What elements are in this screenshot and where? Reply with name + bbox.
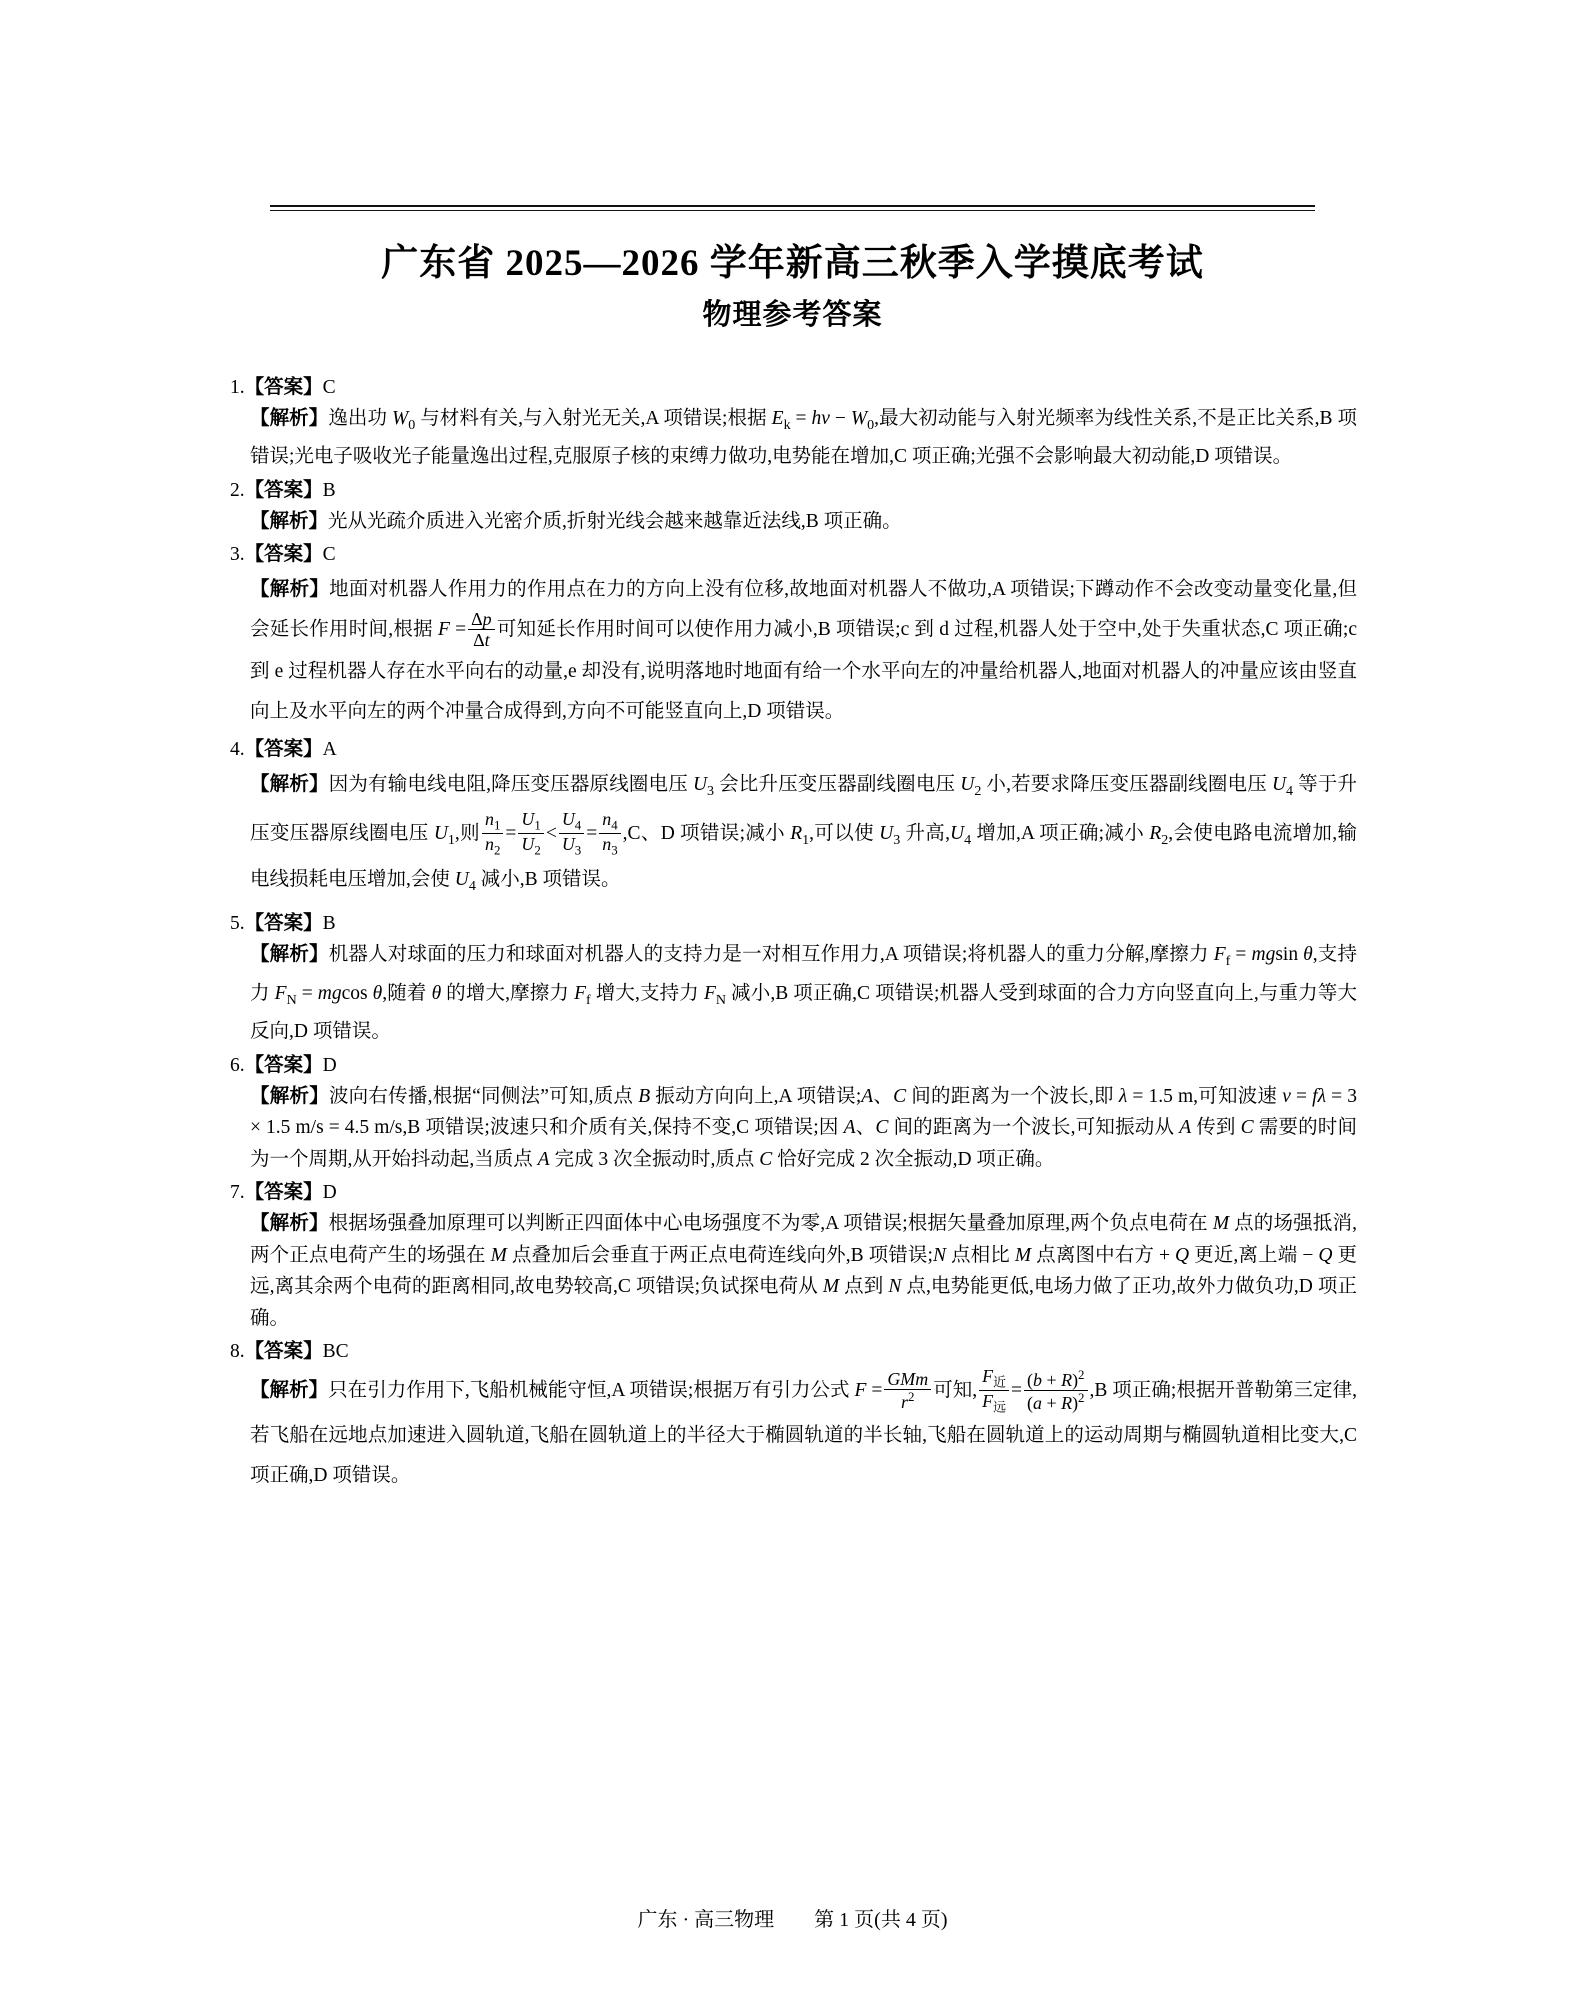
explain-tag-2: 【解析】 bbox=[250, 510, 329, 532]
answer-item-5 bbox=[222, 908, 1357, 1047]
explanation-8: 【解析】只在引力作用下,飞船机械能守恒,A 项错误;根据万有引力公式 F = $\frac{\text{GMm}}{r^2}$ 可知, $\frac{F_近}{F_远}$ = $\frac{(b + R)^2}{(a + R)^2}$ ,B 项正确;根据开普勒第三定律,若飞船在远地点加速进入圆轨道,飞船在圆轨道上的半径大于椭圆轨道的半长轴,飞船在圆轨道上的运动周期与椭圆轨道相比变大,C 项正确,D 项错误。 bbox=[250, 1366, 1357, 1487]
page-subtitle: 物理参考答案 bbox=[702, 299, 883, 331]
answer-tag-7: 【答案】 bbox=[244, 1182, 323, 1204]
item-number-8: 8. bbox=[230, 1341, 245, 1363]
answer-value-5: B bbox=[322, 913, 336, 935]
explain-tag-1: 【解析】 bbox=[250, 408, 329, 429]
explain-tag-8: 【解析】 bbox=[250, 1380, 329, 1402]
answer-item-4 bbox=[222, 734, 1357, 907]
explanation-2: 【解析】光从光疏介质进入光密介质,折射光线会越来越靠近法线,B 项正确。 bbox=[250, 510, 902, 532]
answer-line-5 bbox=[230, 908, 1357, 939]
answer-tag-5: 【答案】 bbox=[244, 913, 323, 935]
answer-value-3: C bbox=[322, 544, 336, 566]
answer-value-7: D bbox=[322, 1182, 337, 1204]
answer-item-1 bbox=[222, 372, 1357, 473]
answer-line-4 bbox=[230, 734, 1357, 765]
answer-value-8: BC bbox=[322, 1341, 349, 1363]
answer-tag-8: 【答案】 bbox=[244, 1341, 323, 1363]
answer-value-1: C bbox=[322, 377, 336, 398]
answer-value-4: A bbox=[322, 738, 337, 760]
answer-line-6 bbox=[230, 1050, 1357, 1081]
answer-tag-6: 【答案】 bbox=[244, 1054, 323, 1076]
page-footer bbox=[270, 1903, 1315, 1932]
explain-tag-5: 【解析】 bbox=[250, 944, 329, 966]
explanation-5: 【解析】机器人对球面的压力和球面对机器人的支持力是一对相互作用力,A 项错误;将机器人的重力分解,摩擦力 $F_f = mgsin$ θ,支持力 $F_N = mgcos$ θ,随着 θ 的增大,摩擦力 $F_f$ 增大,支持力 $F_N$ 减小,B 项正确,C 项错误;机器人受到球面的合力方向竖直向上,与重力等大反向,D 项错误。 bbox=[250, 944, 1357, 1043]
answer-line-8 bbox=[230, 1336, 1357, 1367]
item-number-5: 5. bbox=[230, 913, 245, 935]
answers-list bbox=[222, 372, 1357, 1498]
answer-line-7 bbox=[230, 1177, 1357, 1208]
item-number-6: 6. bbox=[230, 1054, 245, 1076]
answer-value-2: B bbox=[322, 479, 336, 501]
explanation-7: 【解析】根据场强叠加原理可以判断正四面体中心电场强度不为零,A 项错误;根据矢量叠加原理,两个负点电荷在 M 点的场强抵消,两个正点电荷产生的场强在 M 点叠加后会垂直于两正点电荷连线向外,B 项错误;N 点相比 M 点离图中右方 + Q 更近,离上端 − Q 更远,离其余两个电荷的距离相同,故电势较高,C 项错误;负试探电荷从 M 点到 N 点,电势能更低,电场力做了正功,故外力做负功,D 项正确。 bbox=[250, 1213, 1357, 1329]
header-rule bbox=[270, 205, 1315, 211]
explanation-3: 【解析】地面对机器人作用力的作用点在力的方向上没有位移,故地面对机器人不做功,A 项错误;下蹲动作不会改变动量变化量,但会延长作用时间,根据 F = $\frac{\Delta p}{\Delta t}$ 可知延长作用时间可以使作用力减小,B 项错误;c 到 d 过程,机器人处于空中,处于失重状态,C 项正确;c 到 e 过程机器人存在水平向右的动量,e 却没有,说明落地时地面有给一个水平向左的冲量给机器人,地面对机器人的冲量应该由竖直向上及水平向左的两个冲量合成得到,方向不可能竖直向上,D 项错误。 bbox=[250, 579, 1357, 722]
explanation-6: 【解析】波向右传播,根据“同侧法”可知,质点 B 振动方向向上,A 项错误;A、C 间的距离为一个波长,即 λ = 1.5 m,可知波速 v = fλ = 3 × 1.5 m/s = 4.5 m/s,B 项错误;波速只和介质有关,保持不变,C 项错误;因 A、C 间的距离为一个波长,可知振动从 A 传到 C 需要的时间为一个周期,从开始抖动起,当质点 A 完成 3 次全振动时,质点 C 恰好完成 2 次全振动,D 项正确。 bbox=[250, 1085, 1357, 1170]
item-number-2: 2. bbox=[230, 479, 245, 501]
answer-line-2 bbox=[230, 475, 1357, 506]
item-number-3: 3. bbox=[230, 544, 245, 566]
item-number-1: 1. bbox=[230, 377, 245, 398]
explanation-4: 【解析】因为有输电线电阻,降压变压器原线圈电压 $U_3$ 会比升压变压器副线圈电压 $U_2$ 小,若要求降压变压器副线圈电压 $U_4$ 等于升压变压器原线圈电压 $U_1$,则 $\frac{n_1}{n_2}$ = $\frac{U_1}{U_2}$ < $\frac{U_4}{U_3}$ = $\frac{n_4}{n_3}$ ,C、D 项错误;减小 $R_1$,可以使 $U_3$ 升高$,U_4$ 增加,A 项正确;减小 $R_2$,会使电路电流增加,输电线损耗电压增加,会使 $U_4$ 减小,B 项错误。 bbox=[250, 773, 1357, 895]
explain-tag-6: 【解析】 bbox=[250, 1085, 329, 1107]
explain-tag-3: 【解析】 bbox=[250, 579, 330, 601]
explain-tag-4: 【解析】 bbox=[250, 773, 329, 795]
answer-tag-1: 【答案】 bbox=[244, 377, 323, 398]
explain-tag-7: 【解析】 bbox=[250, 1213, 329, 1235]
answer-tag-3: 【答案】 bbox=[244, 544, 323, 566]
answer-item-7 bbox=[222, 1177, 1357, 1334]
item-number-7: 7. bbox=[230, 1182, 245, 1204]
answer-line-3 bbox=[230, 539, 1357, 570]
answer-tag-2: 【答案】 bbox=[244, 479, 323, 501]
answer-tag-4: 【答案】 bbox=[244, 738, 323, 760]
footer-left: 广东 · 高三物理 bbox=[637, 1909, 775, 1931]
item-number-4: 4. bbox=[230, 738, 245, 760]
answer-item-2 bbox=[222, 475, 1357, 538]
page-title: 广东省 2025—2026 学年新高三秋季入学摸底考试 bbox=[381, 243, 1204, 284]
answer-item-3 bbox=[222, 539, 1357, 731]
answer-item-8 bbox=[222, 1336, 1357, 1496]
explanation-1: 【解析】逸出功 $W_0$ 与材料有关,与入射光无关,A 项错误;根据 $E_k = h\nu - W_0$,最大初动能与入射光频率为线性关系,不是正比关系,B 项错误;光电子吸收光子能量逸出过程,克服原子核的束缚力做功,电势能在增加,C 项正确;光强不会影响最大初动能,D 项错误。 bbox=[250, 408, 1357, 468]
footer-page-number: 第 1 页(共 4 页) bbox=[814, 1909, 948, 1931]
answer-item-6 bbox=[222, 1050, 1357, 1176]
answer-line-1 bbox=[230, 372, 1357, 403]
answer-value-6: D bbox=[322, 1054, 337, 1076]
